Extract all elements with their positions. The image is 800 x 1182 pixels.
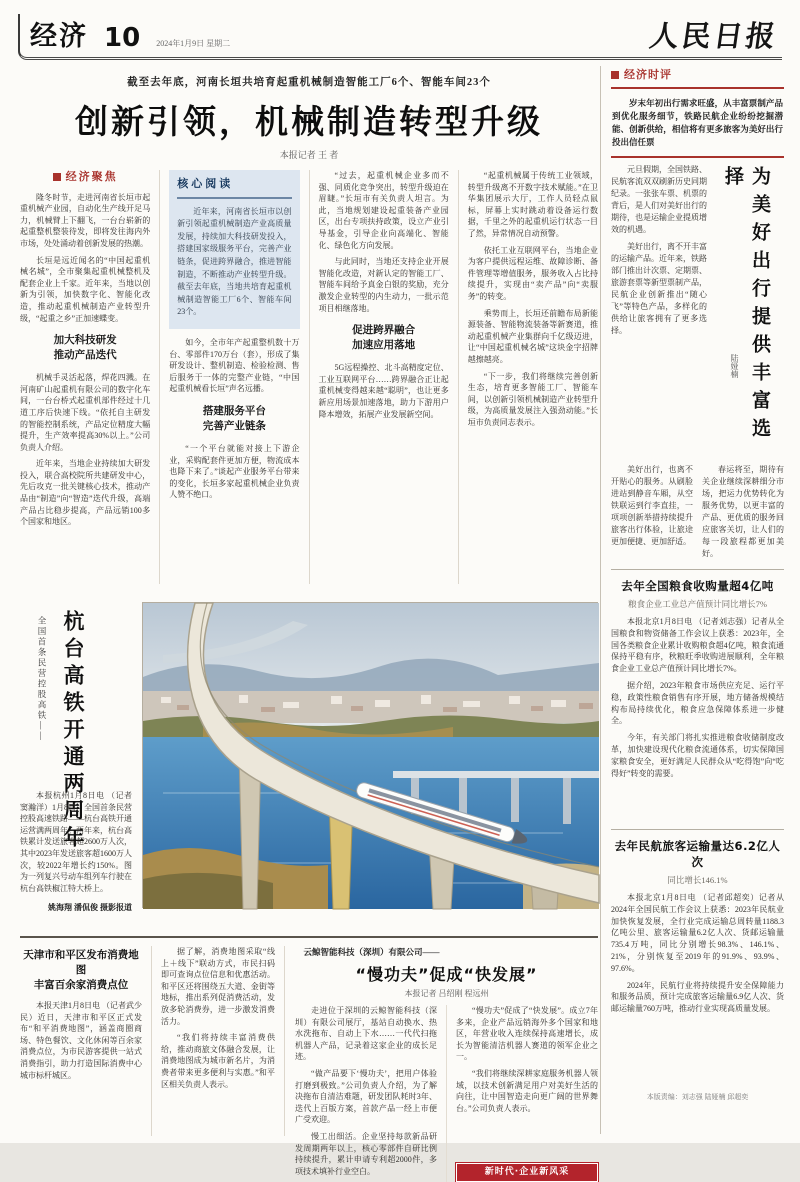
photo-story-left xyxy=(20,610,136,930)
subhead-line: 加速应用落地 xyxy=(352,339,416,352)
bottom-row xyxy=(20,946,598,1177)
company-paragraph: “做产品要下‘慢功夫’，把用户体验打磨到极致。”公司负责人介绍，为了解决拖布自清洁难题，研发团队耗时3年、迭代上百版方案，首款产品一经上市便广受欢迎。 xyxy=(295,1068,437,1125)
lead-column-4 xyxy=(458,170,598,584)
tianjin-headline-line2: 丰富百余家消费点位 xyxy=(33,979,129,991)
lead-paragraph: 乘势而上，长垣还前瞻布局新能源装备、智能物流装备等新赛道，推动起重机械产业集群向千亿级迈进，让“中国起重机械名城”这块金字招牌越擦越亮。 xyxy=(467,308,598,364)
commentary-label xyxy=(611,66,784,82)
core-reading-title: 核心阅读 xyxy=(177,178,234,190)
tianjin-article-col1 xyxy=(20,946,142,1136)
commentary-paragraph: 春运将至，期待有关企业继续深耕细分市场，把运力优势转化为服务优势，以更丰富的产品、更优质的服务回应旅客关切，让人们的每一段旅程都更加美好。 xyxy=(702,465,784,558)
tianjin-headline xyxy=(20,948,142,993)
aviation-subhead: 同比增长146.1% xyxy=(667,875,728,885)
subhead-line: 促进跨界融合 xyxy=(352,324,416,337)
focus-column-label xyxy=(20,172,150,184)
red-square-icon xyxy=(53,173,61,181)
masthead-logo: 人民日报 xyxy=(647,19,781,53)
lead-paragraph: 依托工业互联网平台，当地企业为客户提供远程运维、故障诊断、备件管理等增值服务，服务收入占比持续提升，实现由“卖产品”向“卖服务”的转变。 xyxy=(467,245,598,301)
focus-label-text: 经济聚焦 xyxy=(65,171,118,183)
page-number: 10 xyxy=(104,23,141,53)
photo-caption: 本报杭州1月8日电 （记者窦瀚洋）1月8日，全国首条民营控股高速铁路——杭台高铁开通运营满两周年。两年来，杭台高铁累计发送旅客超2600万人次，其中2023年发送旅客超1600万人次，较2022年增长约150%。图为一列复兴号动车组列车行驶在杭台高铁椒江特大桥上。 xyxy=(20,791,132,893)
aviation-article xyxy=(611,838,784,1088)
commentary-author: 陆娅楠 xyxy=(730,354,739,378)
aviation-body xyxy=(611,892,784,1088)
commentary-label-text: 经济时评 xyxy=(624,69,672,81)
tianjin-headline-line1: 天津市和平区发布消费地图 xyxy=(23,949,139,976)
red-square-icon xyxy=(611,71,619,79)
company-columns xyxy=(295,1005,598,1182)
company-col-a xyxy=(295,1005,437,1182)
commentary-body-wrap xyxy=(611,164,784,460)
lead-paragraph: “过去，起重机械企业多而不强、同质化竞争突出，转型升级迫在眉睫。”长垣市有关负责人坦言。为此，当地规划建设起重装备产业园区，出台专项扶持政策，设立产业引导基金，引导企业向高端化、智能化、绿色化方向发展。 xyxy=(318,171,449,250)
grain-paragraph: 本报北京1月8日电 （记者刘志强）记者从全国粮食和物资储备工作会议上获悉：2023年，全国各类粮食企业累计收购粮食超4亿吨，粮食流通保持平稳有序，秋粮旺季收购进展顺利，全年粮食企业工业总产值预计同比增长7%。 xyxy=(611,617,784,674)
aviation-paragraph: 本报北京1月8日电 （记者邱超奕）记者从2024年全国民航工作会议上获悉：2023年民航业加快恢复发展，全行业完成运输总周转量1188.3亿吨公里、旅客运输量6.2亿人次、货邮运输量735.4万吨，同比分别增长98.3%、146.1%、21%，分别恢复至2019年的91.9%、93.9%、97.6%。 xyxy=(611,893,784,973)
lead-paragraph: 与此同时，当地还支持企业开展智能化改造，对新认定的智能工厂、智能车间给予真金白银的奖励，充分激发企业转型的内生动力，一批示范项目相继落地。 xyxy=(318,257,449,313)
grain-body xyxy=(611,616,784,820)
grain-article xyxy=(611,578,784,820)
photo-hangtai-railway xyxy=(142,602,598,908)
lead-byline: 本报记者 王 者 xyxy=(279,150,339,160)
subhead-line: 搭建服务平台 xyxy=(202,404,266,417)
aviation-headline: 去年民航旅客运输量达6.2亿人次 xyxy=(614,839,781,869)
lead-paragraph: 机械手灵活起落，焊花四溅。在河南矿山起重机有限公司的数字化车间，一台台桥式起重机部件经过十几道工序后快速下线。“依托自主研发的智能控制系统，产品定位精度大幅提升，生产效率提高30%以上。”公司负责人介绍。 xyxy=(20,373,151,452)
sidebar-divider-2 xyxy=(611,829,784,830)
lead-column-2 xyxy=(159,170,299,584)
grain-headline: 去年全国粮食收购量超4亿吨 xyxy=(621,579,774,593)
commentary-paragraph: 元旦假期，全国铁路、民航客流双双刷新历史同期纪录。一张张车票、机票的背后，是人们对美好出行的期待，也是运输企业提质增效的机遇。 xyxy=(611,165,707,234)
commentary-text-col xyxy=(611,164,707,460)
subhead-line: 完善产业链条 xyxy=(202,419,266,432)
grain-paragraph: 今年，有关部门将扎实推进粮食收储制度改革，加快建设现代化粮食流通体系，切实保障国家粮食安全，更好满足人民群众从“吃得饱”向“吃得好”转变的需要。 xyxy=(611,733,784,778)
right-sidebar xyxy=(600,66,784,1134)
section-title: 经济 xyxy=(30,21,88,52)
lead-paragraph: 隆冬时节，走进河南省长垣市起重机械产业园，自动化生产线开足马力，机械臂上下翻飞，一台台崭新的起重整机整装待发，即将发往海内外市场，处处涌动着创新发展的热潮。 xyxy=(20,192,151,248)
grain-paragraph: 据介绍，2023年粮食市场供应充足、运行平稳，政策性粮食销售有序开展，地方储备规模结构布局持续优化，粮食应急保障体系进一步健全。 xyxy=(611,680,784,726)
page-footer-credits: 本版责编：刘志强 陆娅楠 邱超奕 xyxy=(646,1093,749,1101)
commentary-paragraph: 美好出行，离不开丰富的运输产品。近年来，铁路部门推出计次票、定期票、旅游套票等新型票制产品，民航企业创新推出“随心飞”等特色产品，多样化的供给让旅客拥有了更多选择。 xyxy=(611,242,707,335)
photo-story-title: 杭台高铁开通两周年 xyxy=(61,610,85,853)
commentary-rule-bottom xyxy=(611,156,784,158)
lead-columns xyxy=(20,170,598,584)
company-article xyxy=(284,946,598,1177)
lead-kicker: 截至去年底，河南长垣共培育起重机械制造智能工厂6个、智能车间23个 xyxy=(127,77,491,88)
lead-article xyxy=(20,74,598,584)
company-paragraph: “慢功夫”促成了“快发展”。成立7年多来，企业产品远销海外多个国家和地区，年营业收入连续保持高速增长，成长为智能清洁机器人赛道的领军企业之一。 xyxy=(456,1006,598,1062)
lead-paragraph: 近年来，当地企业持续加大研发投入，联合高校院所共建研发中心，先后攻克一批关键核心技术，推动产品由“制造”向“智造”迭代升级，高端产品占比稳步提高，产品远销100多个国家和地区。 xyxy=(20,459,151,527)
tianjin-paragraph: 本报天津1月8日电 （记者武少民）近日，天津市和平区正式发布“和平消费地图”，涵盖商圈商场、特色餐饮、文化休闲等百余家消费点位，为市民游客提供一站式消费指引，助力打造国际消费中心城市标杆城区。 xyxy=(20,1001,142,1080)
company-paragraph: 慢工出细活。企业坚持每款新品研发周期两年以上，核心零部件自研比例持续提升，累计申请专利超2000件，多项技术填补行业空白。 xyxy=(295,1131,437,1176)
lead-subhead-1 xyxy=(20,333,150,363)
issue-date: 2024年1月9日 星期二 xyxy=(156,39,231,48)
tianjin-article-col2 xyxy=(151,946,275,1136)
lead-paragraph: “一个平台就能对接上下游企业，采购配套件更加方便，物流成本也降下来了。”谈起产业服务平台带来的变化，长垣多家起重机械企业负责人赞不绝口。 xyxy=(169,443,300,500)
commentary-vertical-title: 为美好出行提供丰富选择 xyxy=(722,166,771,446)
commentary-two-col xyxy=(611,464,784,560)
company-headline: “慢功夫”促成“快发展” xyxy=(355,965,538,984)
photo-credits: 姚海翔 潘侃俊 摄影报道 xyxy=(48,903,132,912)
lead-subhead-3 xyxy=(319,323,449,353)
tianjin-paragraph: 据了解，消费地图采取“线上＋线下”联动方式，市民扫码即可查询点位信息和优惠活动。和平区还将围绕五大道、金街等地标，推出系列促消费活动，发放多轮消费券，进一步激发消费活力。 xyxy=(161,947,275,1026)
company-kicker: 云鲸智能科技（深圳）有限公司—— xyxy=(303,947,440,957)
company-col-b xyxy=(446,1005,598,1182)
photo-story-kicker: 全国首条民营控股高铁—— xyxy=(37,616,47,742)
page-header xyxy=(18,14,782,60)
company-byline: 本报记者 吕绍刚 程远州 xyxy=(404,989,489,998)
grain-subhead: 粮食企业工业总产值预计同比增长7% xyxy=(628,599,767,609)
sidebar-divider-1 xyxy=(611,569,784,570)
commentary-paragraph: 美好出行，也离不开贴心的服务。从刷脸进站到静音车厢，从空铁联运到行李直挂，一项项创新举措持续提升旅客出行体验，让旅途更加便捷、更加舒适。 xyxy=(611,465,693,546)
commentary-title-wrap xyxy=(707,164,784,460)
lead-paragraph: “起重机械属于传统工业领域，转型升级离不开数字技术赋能。”在卫华集团展示大厅，工作人员轻点鼠标，屏幕上实时跳动着设备运行数据，千里之外的起重机运行状态一目了然，异常情况自动预警。 xyxy=(467,171,598,238)
series-badge: 新时代·企业新风采 xyxy=(456,1163,598,1182)
lead-paragraph: 长垣是远近闻名的“中国起重机械名城”，全市聚集起重机械整机及配套企业上千家。近年来，当地以创新为引领，加快数字化、智能化改造，推动起重机械制造产业转型升级，“起重之乡”正加速蝶变。 xyxy=(20,255,151,323)
section-divider-rule xyxy=(20,936,598,938)
lead-paragraph: “下一步，我们将继续完善创新生态，培育更多智能工厂、智能车间，以创新引领机械制造产业转型升级，为高质量发展注入强劲动能。”长垣市负责同志表示。 xyxy=(467,371,598,427)
tianjin-paragraph: “我们将持续丰富消费供给，推动商旅文体融合发展，让消费地图成为城市新名片，为消费者带来更多便利与实惠。”和平区相关负责人表示。 xyxy=(161,1033,275,1089)
core-reading-rule xyxy=(177,197,291,199)
core-reading-box xyxy=(169,170,299,329)
commentary-intro: 岁末年初出行需求旺盛，从丰富票制产品到优化服务细节，铁路民航企业纷纷挖掘潜能、创新供给，相信将有更多旅客为美好出行投出信任票 xyxy=(612,98,783,147)
lead-paragraph: 如今，全市年产起重整机数十万台、零部件170万台（套），形成了集研发设计、整机制造、检验检测、售后服务于一体的完整产业链，“中国起重机械看长垣”声名远播。 xyxy=(169,337,300,394)
lead-paragraph: 5G远程操控、北斗高精度定位、工业互联网平台……跨界融合正让起重机械变得越来越“聪明”，也让更多新应用场景加速落地，助力下游用户降本增效，拓展产业发展新空间。 xyxy=(318,363,449,419)
lead-subhead-2 xyxy=(169,404,299,434)
railway-bridge-illustration xyxy=(143,603,599,909)
lead-column-3 xyxy=(309,170,449,584)
lead-headline: 创新引领，机械制造转型升级 xyxy=(75,102,543,141)
aviation-paragraph: 2024年，民航行业将持续提升安全保障能力和服务品质，预计完成旅客运输量6.9亿人次、货邮运输量760万吨，推动行业实现高质量发展。 xyxy=(611,980,784,1014)
core-reading-text: 近年来，河南省长垣市以创新引领起重机械制造产业高质量发展，持续加大科技研发投入，搭建国家级服务平台，完善产业链条，促进跨界融合，推进智能制造，不断推动产业转型升级。截至去年底，当地共培育起重机械制造智能工厂6个、智能车间23个。 xyxy=(177,206,292,317)
company-paragraph: “我们将继续深耕家庭服务机器人领域，以技术创新满足用户对美好生活的向往，让中国智造走向更广阔的世界舞台。”公司负责人表示。 xyxy=(456,1068,598,1113)
subhead-line: 加大科技研发 xyxy=(53,334,117,347)
photo-story xyxy=(20,602,598,930)
subhead-line: 推动产品迭代 xyxy=(53,349,117,362)
lead-column-1 xyxy=(20,170,150,584)
commentary-rule-top xyxy=(611,87,784,89)
company-paragraph: 走进位于深圳的云鲸智能科技（深圳）有限公司展厅，基站自动换水、热水洗拖布、自动上下水……一代代扫拖机器人产品，记录着这家企业的成长足迹。 xyxy=(295,1006,437,1062)
